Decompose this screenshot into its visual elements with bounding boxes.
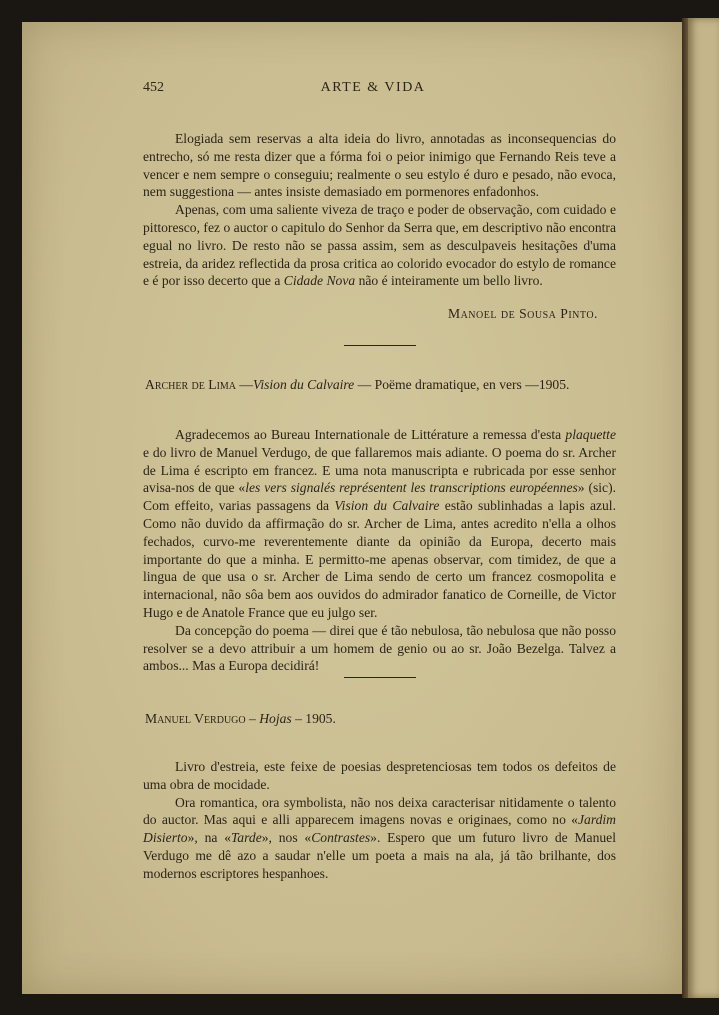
body-text: », na « bbox=[187, 830, 231, 846]
review-2-body bbox=[143, 426, 616, 675]
review-2-heading: Archer de Lima —Vision du Calvaire — Poëme dramatique, en vers —1905. bbox=[145, 377, 570, 392]
body-text: ». Espero que um futuro livro de Manuel Verdugo me dê azo a saudar n'elle um poeta a mais na ala, já tão brilhante, dos modernos escriptores hespanhoes. bbox=[143, 830, 616, 881]
italic-text: Cidade Nova bbox=[283, 273, 356, 289]
review-1-paragraph bbox=[143, 201, 616, 290]
review-2-title: Vision du Calvaire bbox=[253, 377, 355, 392]
review-2-paragraph bbox=[143, 426, 616, 622]
review-3-paragraph bbox=[143, 794, 616, 883]
page-number: 452 bbox=[143, 80, 164, 95]
italic-text: plaquette bbox=[565, 427, 616, 442]
italic-text: Jardim Disierto bbox=[143, 812, 616, 846]
body-text: Apenas, com uma saliente viveza de traço e poder de observação, com cuidado e pittoresco, fez o auctor o capitulo do Senhor da Serra que, em descriptivo não encontra egual no livro. De resto não se passa assim, sem as desculpaveis hesitações d'uma estreia, da aridez reflectida da prosa critica ao colorido evocador do estylo de romance e é por isso decerto que a bbox=[143, 202, 616, 289]
review-1-paragraph bbox=[143, 130, 616, 201]
review-2-details: — Poëme dramatique, en vers —1905. bbox=[357, 377, 570, 392]
body-text: Livro d'estreia, este feixe de poesias despretenciosas tem todos os defeitos de uma obra de mocidade. bbox=[143, 759, 616, 792]
body-text: Ora romantica, ora symbolista, não nos deixa caracterisar nitidamente o talento do auctor. Mas aqui e alli apparecem imagens novas e originaes, como no « bbox=[143, 794, 616, 828]
italic-text: Contrastes bbox=[311, 830, 371, 846]
review-3-author: Manuel Verdugo bbox=[145, 711, 246, 726]
running-title: ARTE & VIDA bbox=[320, 80, 426, 95]
italic-text: les vers signalés représentent les transcriptions européennes bbox=[245, 480, 578, 496]
review-3-title: Hojas bbox=[259, 711, 292, 726]
review-3-body bbox=[143, 758, 616, 883]
body-text: não é inteiramente um bello livro. bbox=[355, 273, 543, 289]
facing-page-edge bbox=[688, 18, 719, 998]
review-3-heading: Manuel Verdugo – Hojas – 1905. bbox=[145, 711, 336, 726]
review-1-signature: Manoel de Sousa Pinto. bbox=[448, 306, 598, 321]
italic-text: Vision du Calvaire bbox=[334, 498, 440, 514]
body-text: », nos « bbox=[261, 830, 312, 846]
body-text: estão sublinhadas a lapis azul. Como não duvido da affirmação do sr. Archer de Lima, antes acredito n'ella a olhos fechados, curvo-me reverentemente diante da opinião da Europa, decerto mais importante do que a minha. E permitto-me apenas observar, com timidez, de que a lingua de que usa o sr. Archer de Lima sendo de certo um francez cosmopolita e internacional, não sôa bem aos ouvidos do admirador fanatico de Corneille, de Victor Hugo e de Anatole France que eu julgo ser. bbox=[143, 498, 616, 620]
body-text: Agradecemos ao Bureau Internationale de Littérature a remessa d'esta bbox=[175, 427, 566, 442]
review-3-details: – 1905. bbox=[295, 711, 336, 726]
body-text: Da concepção do poema — direi que é tão nebulosa, tão nebulosa que não posso resolver se a devo attribuir a um homem de genio ou ao sr. João Bezelga. Talvez a ambos... Mas a Europa decidirá! bbox=[143, 622, 616, 674]
review-2-paragraph bbox=[143, 622, 616, 675]
review-1-body bbox=[143, 130, 616, 290]
section-divider bbox=[344, 677, 416, 678]
review-2-author: Archer de Lima bbox=[145, 377, 237, 392]
body-text: Elogiada sem reservas a alta ideia do livro, annotadas as inconsequencias do entrecho, só me resta dizer que a fórma foi o peior inimigo que Fernando Reis teve a vencer e nem sempre o conseguiu; realmente o seu estylo é duro e pesado, não evoca, nem suggestiona — antes insiste demasiado em pormenores enfadonhos. bbox=[143, 131, 616, 200]
body-text: e do livro de Manuel Verdugo, de que fallaremos mais adiante. O poema do sr. Archer de Lima é escripto em francez. E uma nota manuscripta e rubricada por esse senhor avisa-nos de que « bbox=[143, 444, 616, 496]
section-divider bbox=[344, 345, 416, 346]
italic-text: Tarde bbox=[231, 830, 262, 846]
body-text: » (sic). Com effeito, varias passagens da bbox=[143, 480, 617, 514]
review-3-paragraph bbox=[143, 758, 616, 794]
